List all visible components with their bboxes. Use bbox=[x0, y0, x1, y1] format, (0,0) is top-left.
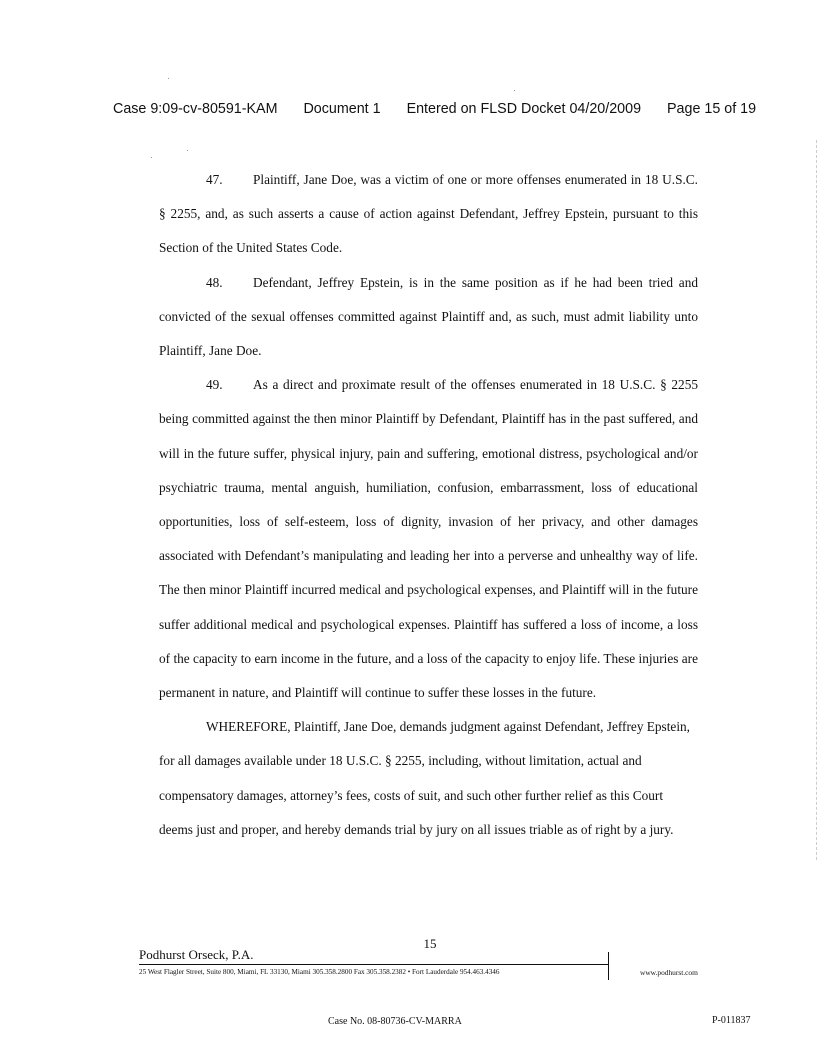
firm-website: www.podhurst.com bbox=[640, 968, 698, 977]
header-case-number: Case 9:09-cv-80591-KAM bbox=[113, 101, 278, 117]
paragraph-number: 47. bbox=[206, 172, 223, 187]
case-number-stamp: Case No. 08-80736-CV-MARRA bbox=[328, 1016, 462, 1027]
paragraph-number: 48. bbox=[206, 274, 223, 290]
bates-number: P-011837 bbox=[712, 1015, 751, 1026]
scan-speck bbox=[168, 78, 169, 79]
header-page: Page 15 of 19 bbox=[667, 101, 757, 117]
page-number: 15 bbox=[423, 936, 437, 951]
paragraph-48 bbox=[159, 266, 698, 369]
header-document: Document 1 bbox=[303, 101, 381, 117]
footer-vertical-divider bbox=[608, 952, 609, 980]
scan-speck bbox=[514, 90, 515, 91]
paragraph-text: Defendant, Jeffrey Epstein, is in the same position as if he had been tried and convicted of the sexual offenses committed against Plaintiff and, as such, must admit liability unto Plaintiff, Jane Doe. bbox=[159, 274, 698, 359]
paragraph-number: 49. bbox=[206, 377, 223, 393]
footer-divider bbox=[139, 964, 609, 965]
paragraph-text: As a direct and proximate result of the offenses enumerated in 18 U.S.C. § 2255 being committed against the then minor Plaintiff by Defendant, Plaintiff has in the past suffered, and will in the future suffer, physical injury, pain and suffering, emotional distress, psychological and/or psychiatric trauma, mental anguish, humiliation, confusion, embarrassment, loss of educational opportunities, loss of self-esteem, loss of dignity, invasion of her privacy, and other damages associated with Defendant’s manipulating and leading her into a perverse and unhealthy way of life. The then minor Plaintiff incurred medical and psychological expenses, and Plaintiff will in the future suffer additional medical and psychological expenses. Plaintiff has suffered a loss of income, a loss of the capacity to earn income in the future, and a loss of the capacity to enjoy life. These injuries are permanent in nature, and Plaintiff will continue to suffer these losses in the future. bbox=[159, 377, 698, 701]
paragraph-text: Plaintiff, Jane Doe, was a victim of one or more offenses enumerated in 18 U.S.C. § 2255, and, as such asserts a cause of action against Defendant, Jeffrey Epstein, pursuant to this Section of the United States Code. bbox=[159, 172, 698, 256]
paragraph-49 bbox=[159, 368, 698, 710]
case-header bbox=[113, 101, 757, 117]
paragraph-47 bbox=[159, 163, 698, 266]
firm-name: Podhurst Orseck, P.A. bbox=[139, 947, 254, 962]
complaint-body bbox=[159, 163, 698, 847]
scan-speck bbox=[187, 150, 188, 151]
header-entered: Entered on FLSD Docket 04/20/2009 bbox=[406, 101, 642, 117]
firm-address: 25 West Flagler Street, Suite 800, Miami, FL 33130, Miami 305.358.2800 Fax 305.358.2382 • Fort Lauderdale 954.463.4346 bbox=[139, 968, 500, 976]
scan-speck bbox=[151, 157, 152, 158]
wherefore-clause: WHEREFORE, Plaintiff, Jane Doe, demands judgment against Defendant, Jeffrey Epstein, for all damages available under 18 U.S.C. § 2255, including, without limitation, actual and compensatory damages, attorney’s fees, costs of suit, and such other further relief as this Court deems just and proper, and hereby demands trial by jury on all issues triable as of right by a jury. bbox=[159, 719, 690, 837]
